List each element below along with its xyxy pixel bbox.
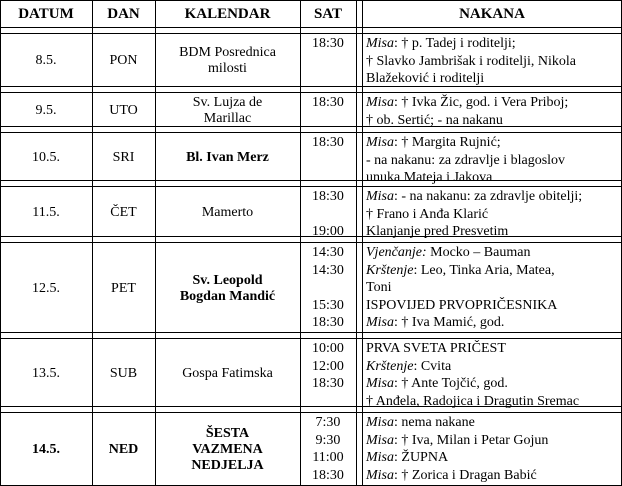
nakana-label: Misa xyxy=(366,95,394,110)
header-dan: DAN xyxy=(107,6,140,22)
nakana-label: Misa xyxy=(366,376,394,391)
nakana-text: ISPOVIJED PRVOPRIČESNIKA xyxy=(366,297,558,313)
cell-datum: 12.5. xyxy=(32,280,60,296)
cell-nakana xyxy=(366,376,508,392)
nakana-text: Mocko – Bauman xyxy=(426,245,531,260)
nakana-text: : † Iva, Milan i Petar Gojun xyxy=(394,432,549,448)
nakana-text: Klanjanje pred Presvetim xyxy=(366,224,509,239)
nakana-text: : † Margita Rujnić; xyxy=(394,135,501,150)
cell-sat: 14:30 xyxy=(312,262,344,278)
nakana-label: Misa xyxy=(366,189,394,204)
cell-kalendar: Marillac xyxy=(203,110,252,126)
nakana-text: : † Ante Tojčić, god. xyxy=(394,376,508,391)
nakana-text: † Frano i Anđa Klarić xyxy=(366,206,489,222)
header-kalendar: KALENDAR xyxy=(184,6,271,22)
cell-sat: 19:00 xyxy=(312,224,344,239)
nakana-text: † ob. Sertić; - na nakanu xyxy=(366,112,503,128)
table-border xyxy=(0,0,622,1)
cell-sat: 14:30 xyxy=(312,245,344,260)
cell-sat: 11:00 xyxy=(312,450,344,465)
nakana-label: Misa xyxy=(366,467,394,483)
cell-nakana xyxy=(366,415,475,431)
nakana-text: - na nakanu: za zdravlje i blagoslov xyxy=(366,152,566,168)
nakana-label: Misa xyxy=(366,36,394,51)
cell-nakana xyxy=(366,341,506,357)
nakana-label: Misa xyxy=(366,415,394,430)
cell-datum: 10.5. xyxy=(32,149,60,165)
cell-kalendar: Sv. Leopold xyxy=(192,272,263,288)
cell-sat: 18:30 xyxy=(312,189,344,204)
cell-dan: SRI xyxy=(112,149,135,165)
cell-nakana xyxy=(366,170,492,186)
table-border xyxy=(0,86,622,87)
cell-kalendar: Bogdan Mandić xyxy=(179,288,276,304)
cell-datum: 14.5. xyxy=(32,442,60,457)
cell-kalendar: Mamerto xyxy=(201,204,254,220)
cell-nakana xyxy=(366,224,508,240)
cell-sat: 10:00 xyxy=(312,341,344,356)
cell-nakana xyxy=(366,54,576,70)
nakana-label: Krštenje xyxy=(366,262,414,278)
nakana-text: : † p. Tadej i roditelji; xyxy=(394,36,516,51)
table-border xyxy=(0,338,622,339)
table-border xyxy=(0,186,622,187)
cell-datum: 8.5. xyxy=(35,53,57,68)
table-border xyxy=(362,0,363,486)
cell-datum: 11.5. xyxy=(32,204,60,220)
cell-nakana xyxy=(366,71,484,87)
cell-nakana xyxy=(366,36,516,52)
cell-nakana xyxy=(366,315,504,331)
nakana-text: : † Ivka Žic, god. i Vera Priboj; xyxy=(394,95,569,110)
cell-sat: 12:00 xyxy=(312,358,344,374)
nakana-text: Blažeković i roditelji xyxy=(366,71,485,86)
cell-kalendar: BDM Posrednica xyxy=(179,45,276,60)
cell-nakana xyxy=(366,394,579,410)
nakana-label: Misa xyxy=(366,450,394,465)
nakana-text: Toni xyxy=(366,280,392,295)
cell-nakana xyxy=(366,95,568,111)
table-border xyxy=(0,412,622,413)
table-border xyxy=(300,0,301,486)
nakana-label: Vjenčanje: xyxy=(366,245,427,260)
nakana-text: : Leo, Tinka Aria, Matea, xyxy=(413,262,555,278)
cell-dan: NED xyxy=(108,442,139,457)
nakana-label: Krštenje xyxy=(366,358,414,374)
table-border xyxy=(0,132,622,133)
nakana-text: : ŽUPNA xyxy=(394,450,449,465)
nakana-text: : nema nakane xyxy=(394,415,475,430)
cell-sat: 18:30 xyxy=(312,467,344,483)
cell-nakana xyxy=(366,280,391,296)
cell-dan: PON xyxy=(109,53,138,68)
table-border xyxy=(0,33,622,34)
cell-nakana xyxy=(366,245,530,261)
cell-kalendar: ŠESTA xyxy=(205,426,250,441)
cell-nakana xyxy=(366,189,582,205)
nakana-text: : Cvita xyxy=(413,358,452,374)
table-border xyxy=(0,332,622,333)
cell-dan: PET xyxy=(111,280,136,296)
cell-nakana xyxy=(366,450,448,466)
cell-kalendar: NEDJELJA xyxy=(191,458,264,473)
header-sat: SAT xyxy=(313,6,343,22)
table-border xyxy=(0,27,622,28)
cell-dan: UTO xyxy=(109,102,138,118)
cell-nakana xyxy=(366,113,503,129)
nakana-text: † Anđela, Radojica i Dragutin Sremac xyxy=(366,393,580,409)
cell-sat: 18:30 xyxy=(312,376,344,391)
cell-nakana xyxy=(366,359,451,375)
cell-sat: 18:30 xyxy=(312,95,344,110)
cell-sat: 7:30 xyxy=(315,415,341,430)
nakana-text: : † Iva Mamić, god. xyxy=(394,315,505,330)
nakana-text: † Slavko Jambrišak i roditelji, Nikola xyxy=(366,53,576,69)
nakana-label: Misa xyxy=(366,315,394,330)
nakana-text: PRVA SVETA PRIČEST xyxy=(366,341,506,356)
cell-kalendar: Gospa Fatimska xyxy=(182,365,273,381)
cell-datum: 9.5. xyxy=(35,102,57,118)
nakana-text: unuka Mateja i Jakova xyxy=(366,170,493,185)
table-border xyxy=(356,0,357,486)
cell-dan: ČET xyxy=(110,204,137,220)
cell-nakana xyxy=(366,433,548,449)
table-border xyxy=(0,126,622,127)
table-border xyxy=(0,92,622,93)
cell-kalendar: VAZMENA xyxy=(192,442,263,457)
cell-kalendar: Bl. Ivan Merz xyxy=(186,149,269,165)
nakana-text: : - na nakanu: za zdravlje obitelji; xyxy=(394,189,583,204)
nakana-label: Misa xyxy=(366,135,394,150)
cell-sat: 9:30 xyxy=(315,432,341,448)
header-nakana: NAKANA xyxy=(459,6,525,22)
cell-sat: 18:30 xyxy=(312,135,344,150)
table-border xyxy=(0,180,622,181)
cell-nakana xyxy=(366,153,565,169)
table-border xyxy=(0,0,1,486)
table-border xyxy=(92,0,93,486)
header-datum: DATUM xyxy=(18,6,74,22)
nakana-label: Misa xyxy=(366,432,394,448)
cell-datum: 13.5. xyxy=(32,365,60,381)
cell-sat: 18:30 xyxy=(312,36,344,51)
cell-sat: 15:30 xyxy=(312,297,344,313)
cell-sat: 18:30 xyxy=(312,315,344,330)
table-border xyxy=(0,242,622,243)
cell-kalendar: Sv. Lujza de xyxy=(192,94,263,110)
cell-nakana xyxy=(366,298,557,314)
cell-nakana xyxy=(366,135,501,151)
table-border xyxy=(155,0,156,486)
cell-nakana xyxy=(366,263,555,279)
cell-nakana xyxy=(366,207,488,223)
cell-kalendar: milosti xyxy=(208,61,247,76)
cell-nakana xyxy=(366,468,537,484)
cell-dan: SUB xyxy=(109,365,138,381)
nakana-text: : † Zorica i Dragan Babić xyxy=(394,467,537,483)
